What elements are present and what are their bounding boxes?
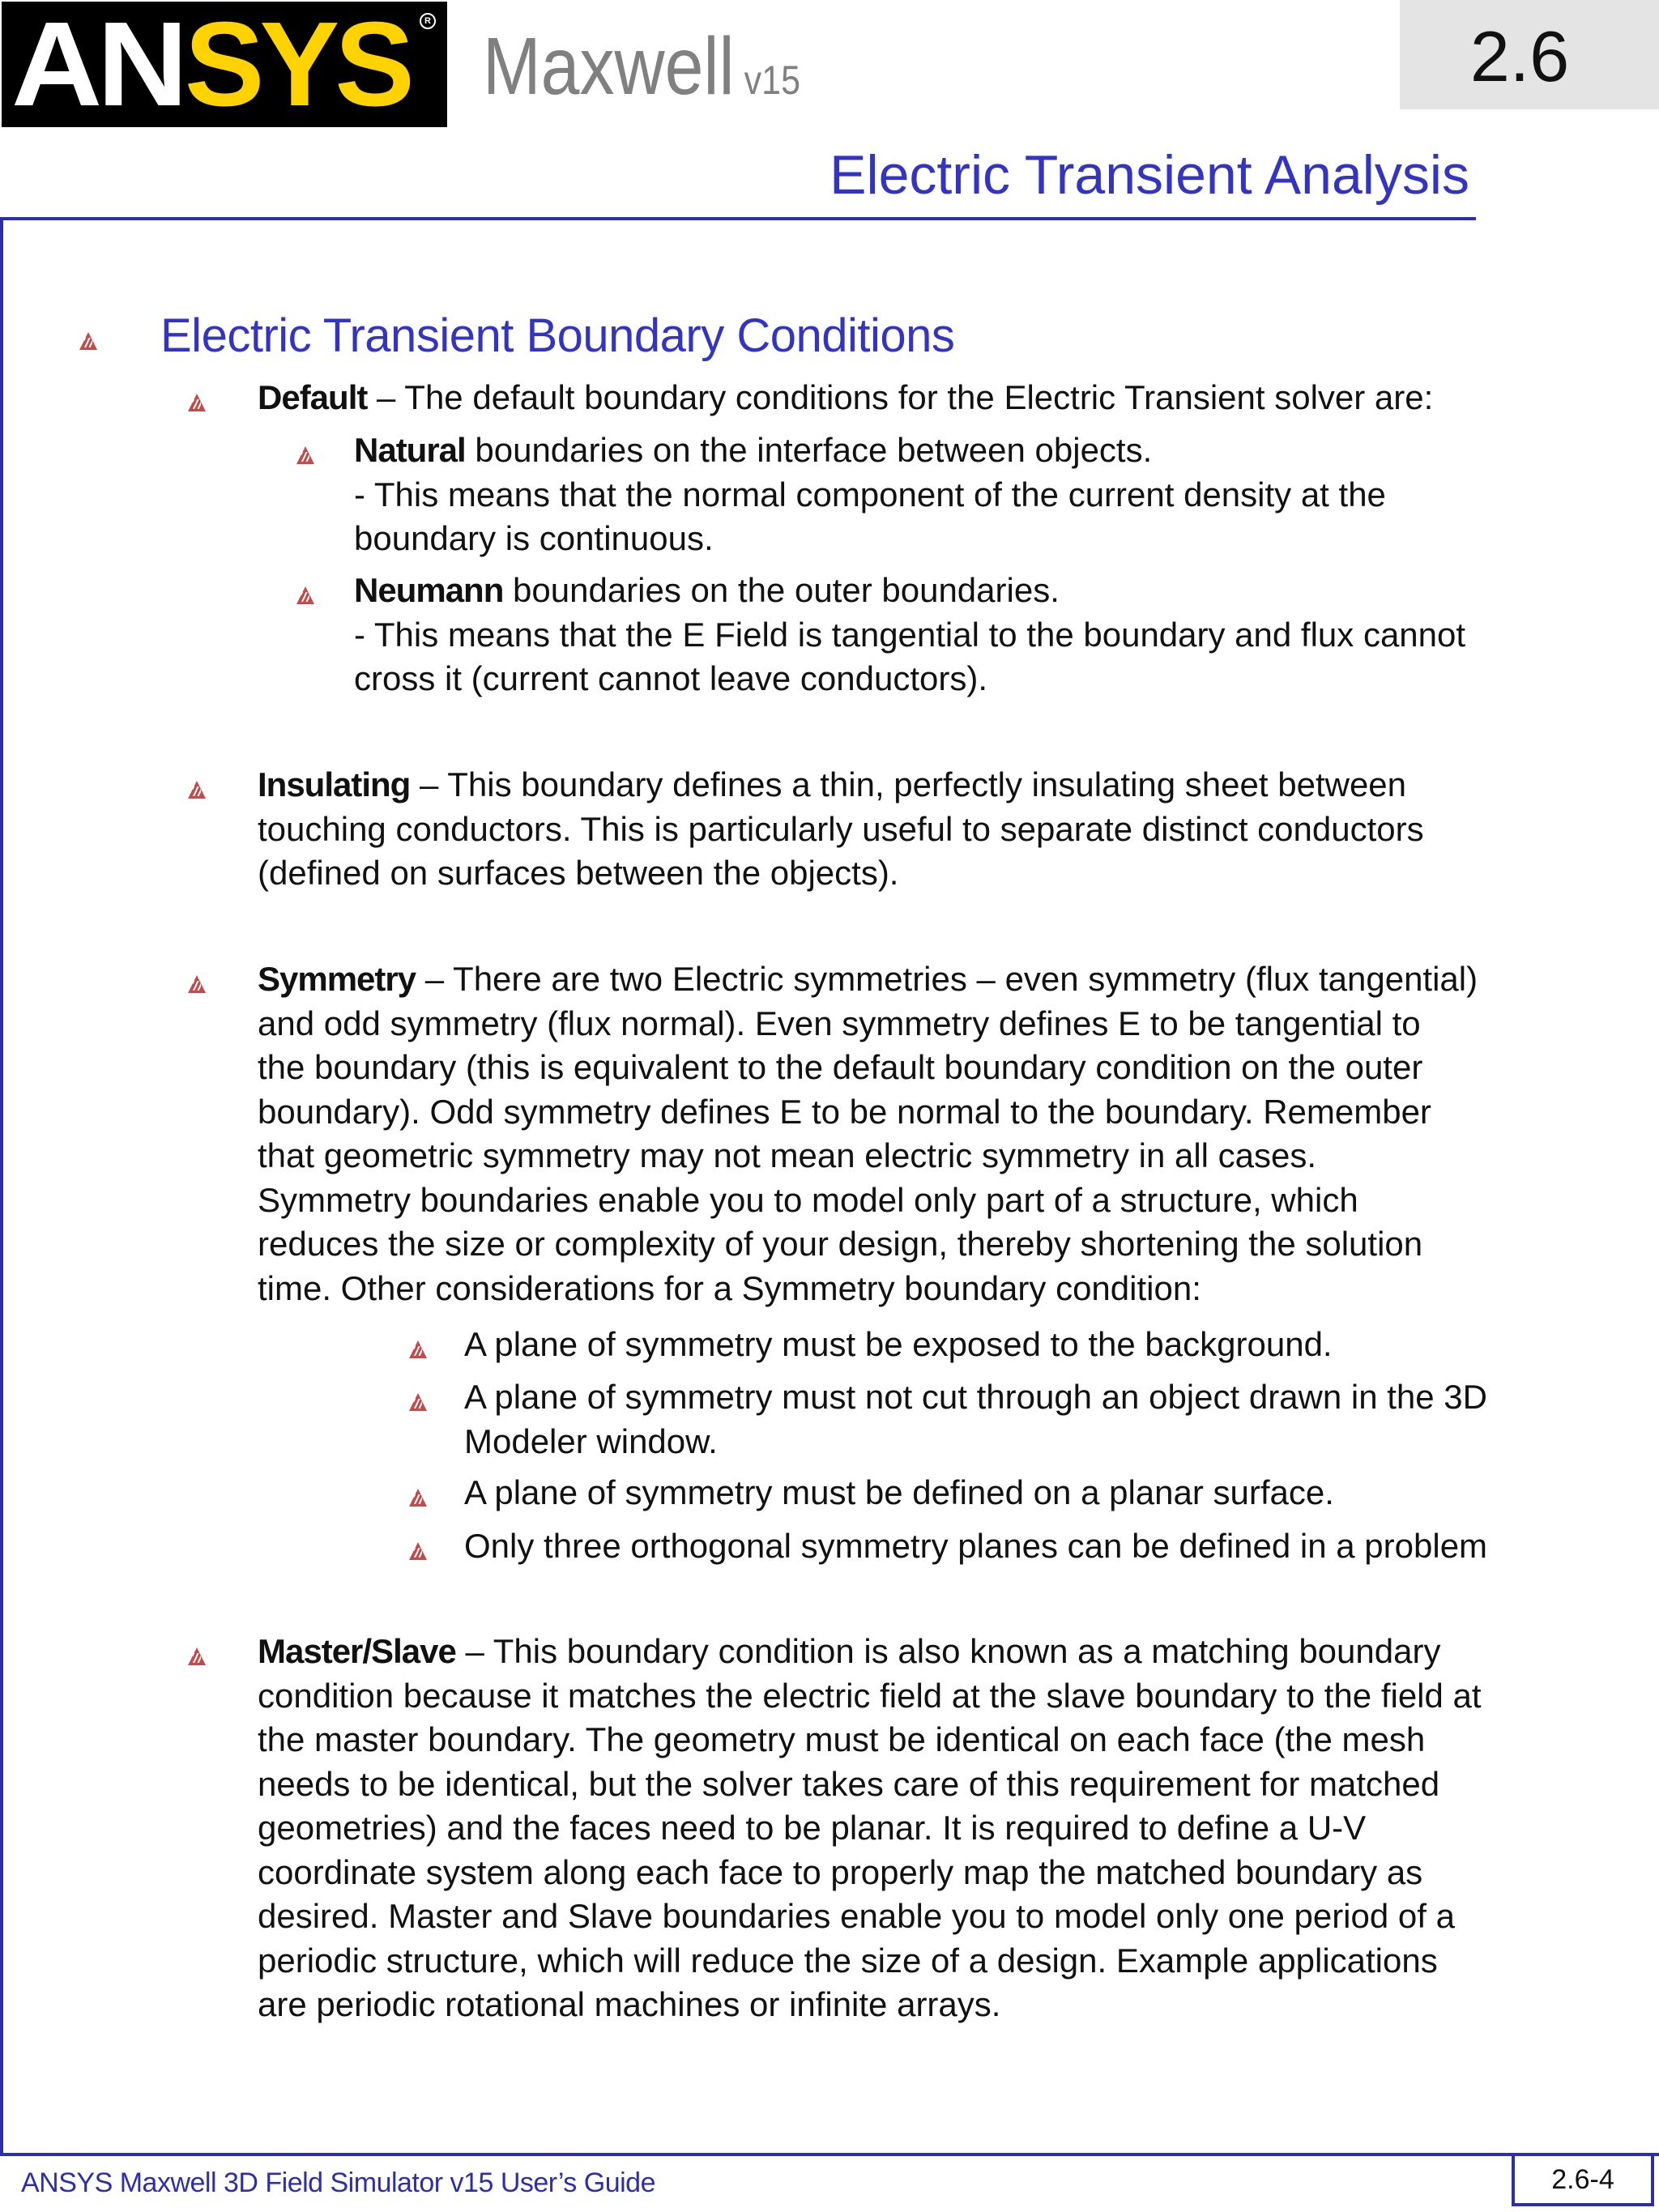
left-border: [0, 217, 3, 2154]
bullet-icon: [79, 332, 97, 350]
symmetry-line-6: Symmetry boundaries enable you to model only part of a structure, which: [258, 1180, 1358, 1219]
symmetry-line-1: – There are two Electric symmetries – even symmetry (flux tangential): [416, 960, 1478, 998]
bullet-icon: [188, 394, 206, 411]
symmetry-line-4: boundary). Odd symmetry defines E to be normal to the boundary. Remember: [258, 1092, 1431, 1131]
neumann-paragraph: [354, 569, 1465, 701]
ansys-logo: [2, 2, 447, 127]
insulating-term: Insulating: [258, 765, 411, 803]
section-number: 2.6: [1469, 16, 1570, 96]
symmetry-term: Symmetry: [258, 960, 416, 998]
insulating-line-1: – This boundary defines a thin, perfectly insulating sheet between: [410, 765, 1407, 803]
neumann-text: boundaries on the outer boundaries.: [503, 571, 1060, 609]
symmetry-paragraph: [258, 957, 1478, 1311]
bullet-icon: [188, 781, 206, 799]
bullet-icon: [409, 1489, 427, 1507]
footer-divider: [0, 2153, 1659, 2156]
symmetry-line-5: that geometric symmetry may not mean electric symmetry in all cases.: [258, 1136, 1317, 1174]
bullet-icon: [188, 975, 206, 993]
natural-term: Natural: [354, 431, 466, 469]
default-paragraph: [258, 376, 1433, 420]
insulating-paragraph: [258, 763, 1424, 896]
master-slave-line-8: periodic structure, which will reduce the size of a design. Example applications: [258, 1941, 1438, 1980]
natural-paragraph: [354, 428, 1386, 561]
bullet-icon: [296, 586, 314, 604]
master-slave-line-3: the master boundary. The geometry must be identical on each face (the mesh: [258, 1720, 1426, 1758]
product-name: [483, 21, 800, 112]
natural-line-2: - This means that the normal component of the current density at the: [354, 475, 1386, 514]
master-slave-line-4: needs to be identical, but the solver takes care of this requirement for matched: [258, 1764, 1440, 1803]
symmetry-line-7: reduces the size or complexity of your design, thereby shortening the solution: [258, 1225, 1423, 1263]
natural-line-3: boundary is continuous.: [354, 519, 714, 557]
symmetry-item: A plane of symmetry must be defined on a planar surface.: [464, 1473, 1334, 1511]
symmetry-line-8: time. Other considerations for a Symmetry boundary condition:: [258, 1268, 1201, 1307]
page-number: 2.6-4: [1551, 2163, 1614, 2195]
symmetry-item: [464, 1375, 1487, 1464]
master-slave-line-2: condition because it matches the electric field at the slave boundary to the field at: [258, 1676, 1482, 1715]
footer-guide-title: ANSYS Maxwell 3D Field Simulator v15 User’s Guide: [21, 2167, 655, 2198]
master-slave-line-6: coordinate system along each face to properly map the matched boundary as: [258, 1852, 1423, 1891]
insulating-line-2: touching conductors. This is particularly useful to separate distinct conductors: [258, 809, 1424, 848]
master-slave-line-1: – This boundary condition is also known as a matching boundary: [455, 1632, 1441, 1670]
symmetry-item: A plane of symmetry must be exposed to the background.: [464, 1325, 1333, 1363]
page-title: Electric Transient Analysis: [830, 144, 1469, 206]
master-slave-paragraph: [258, 1630, 1482, 2027]
header-divider: [0, 217, 1476, 220]
default-term: Default: [258, 378, 368, 416]
symmetry-line-2: and odd symmetry (flux normal). Even symmetry defines E to be tangential to: [258, 1004, 1421, 1042]
bullet-icon: [296, 446, 314, 464]
section-number-box: [1400, 0, 1659, 109]
bullet-icon: [409, 1542, 427, 1560]
product-title: Maxwell: [483, 21, 735, 112]
symmetry-item-line-2: Modeler window.: [464, 1421, 718, 1460]
product-version: v15: [744, 58, 800, 103]
default-text: – The default boundary conditions for the Electric Transient solver are:: [367, 378, 1434, 416]
neumann-line-2: - This means that the E Field is tangential to the boundary and flux cannot: [354, 615, 1466, 654]
master-slave-line-5: geometries) and the faces need to be planar. It is required to define a U-V: [258, 1809, 1367, 1847]
neumann-term: Neumann: [354, 571, 504, 609]
neumann-line-3: cross it (current cannot leave conductors).: [354, 659, 988, 697]
logo-sys-text: SYS: [184, 2, 410, 127]
master-slave-term: Master/Slave: [258, 1632, 456, 1670]
natural-text: boundaries on the interface between objects.: [465, 431, 1153, 469]
master-slave-line-9: are periodic rotational machines or infinite arrays.: [258, 1985, 1001, 2023]
registered-mark-icon: R: [420, 13, 436, 29]
section-heading: Electric Transient Boundary Conditions: [160, 309, 955, 362]
page-number-box: [1512, 2153, 1654, 2206]
bullet-icon: [188, 1647, 206, 1665]
master-slave-line-7: desired. Master and Slave boundaries enable you to model only one period of a: [258, 1897, 1455, 1935]
insulating-line-3: (defined on surfaces between the objects).: [258, 854, 899, 892]
symmetry-item: Only three orthogonal symmetry planes can be defined in a problem: [464, 1527, 1488, 1565]
bullet-icon: [409, 1340, 427, 1358]
logo-an-text: AN: [11, 2, 183, 127]
symmetry-item-line-1: A plane of symmetry must not cut through an object drawn in the 3D: [464, 1378, 1487, 1416]
symmetry-line-3: the boundary (this is equivalent to the default boundary condition on the outer: [258, 1048, 1423, 1086]
bullet-icon: [409, 1393, 427, 1411]
